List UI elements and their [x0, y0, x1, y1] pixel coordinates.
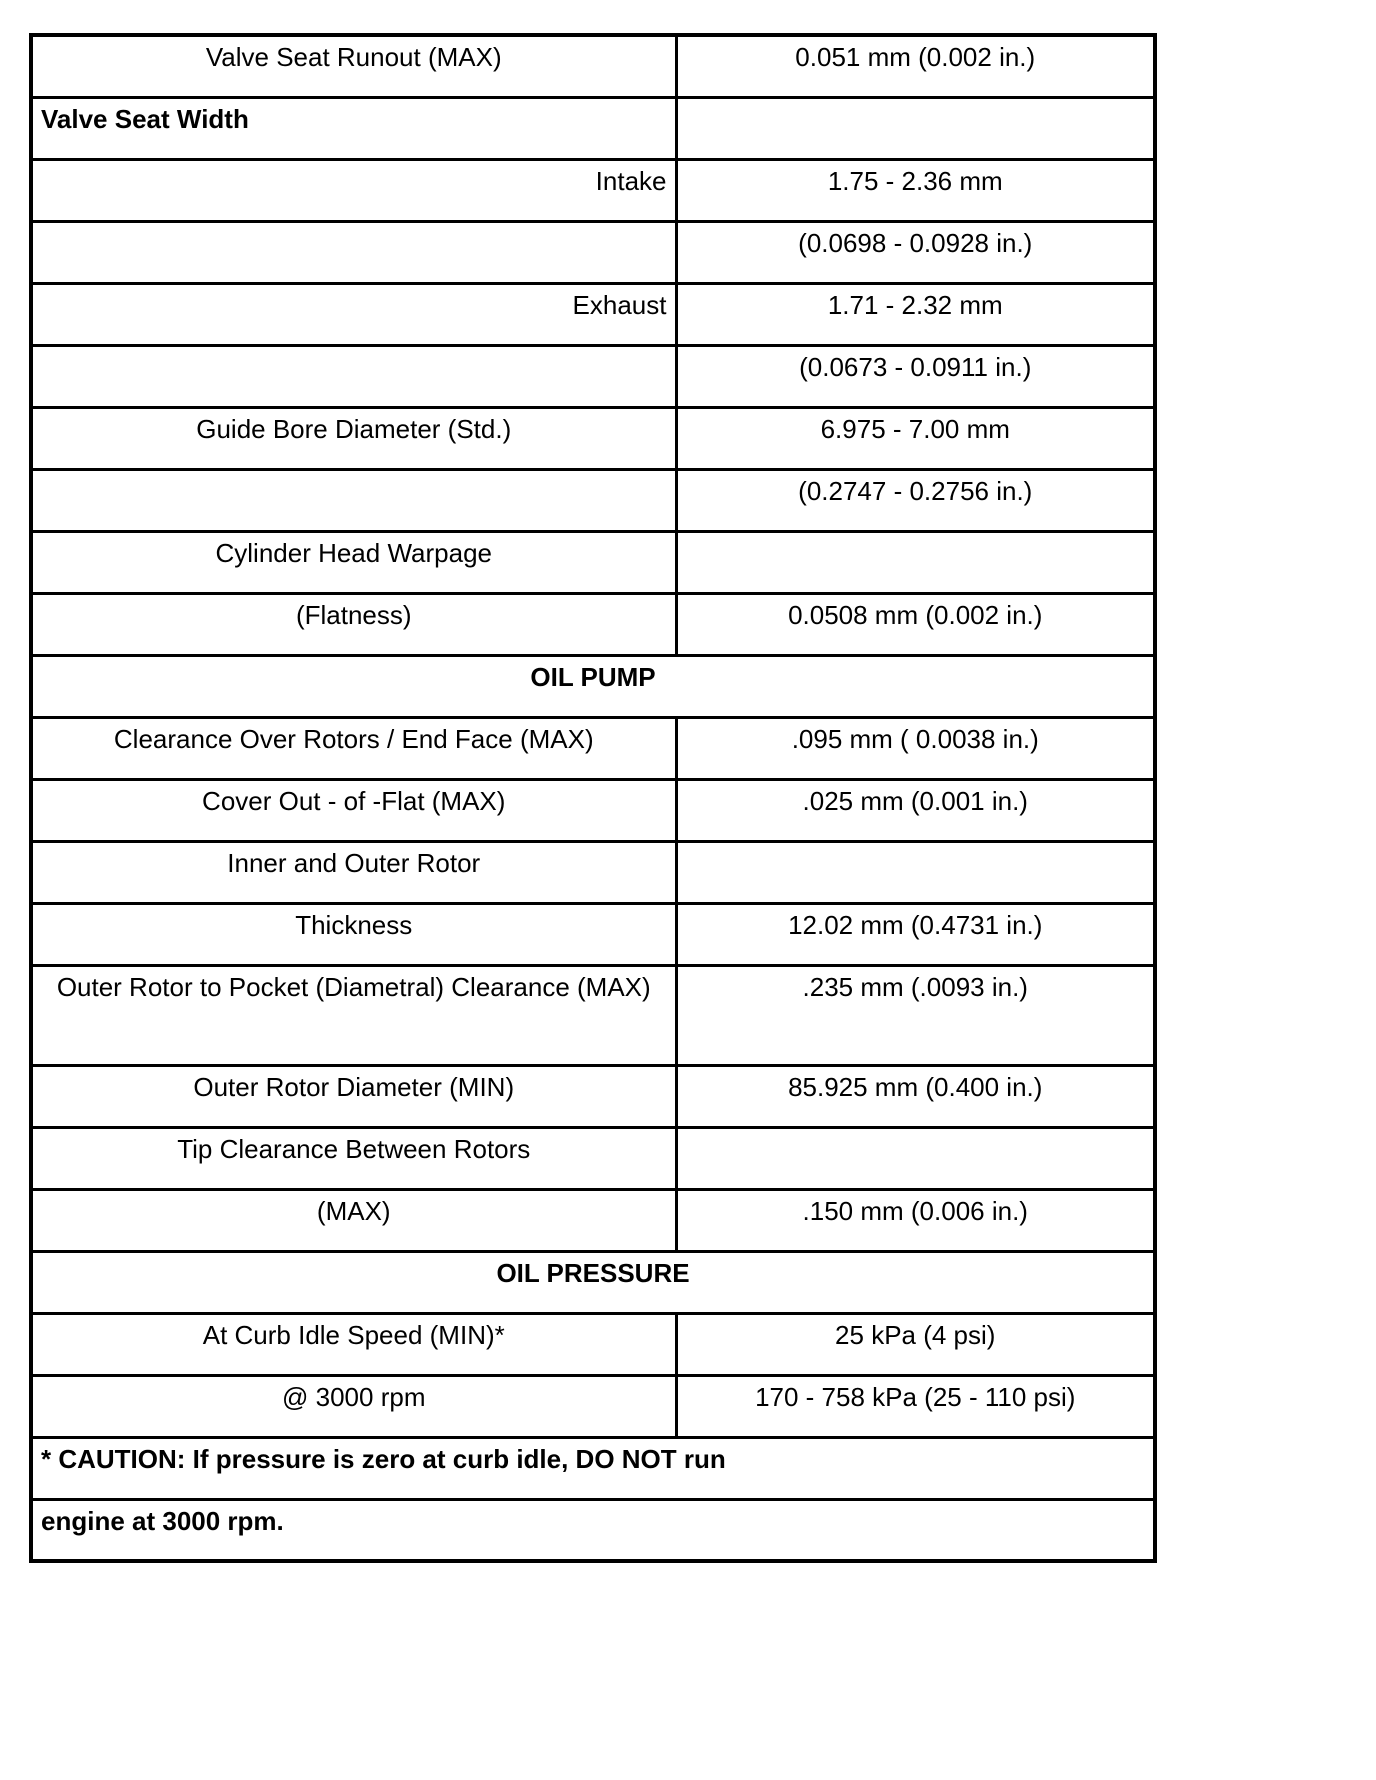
table-row: [31, 221, 1155, 283]
spec-label-cell: (Flatness): [31, 593, 676, 655]
table-row: [31, 469, 1155, 531]
caution-note: * CAUTION: If pressure is zero at curb idle, DO NOT run: [31, 1437, 1155, 1499]
caution-note: engine at 3000 rpm.: [31, 1499, 1155, 1561]
spec-label-cell: [31, 221, 676, 283]
spec-value-cell: 25 kPa (4 psi): [676, 1313, 1155, 1375]
spec-value-cell: 170 - 758 kPa (25 - 110 psi): [676, 1375, 1155, 1437]
section-title: OIL PRESSURE: [31, 1251, 1155, 1313]
table-row: [31, 1189, 1155, 1251]
table-row: [31, 965, 1155, 1065]
table-row: [31, 903, 1155, 965]
spec-value-cell: (0.2747 - 0.2756 in.): [676, 469, 1155, 531]
spec-label-cell: Valve Seat Width: [31, 97, 676, 159]
spec-label-cell: [31, 345, 676, 407]
spec-value-cell: 12.02 mm (0.4731 in.): [676, 903, 1155, 965]
spec-label-cell: Outer Rotor to Pocket (Diametral) Clearance (MAX): [31, 965, 676, 1065]
spec-label-cell: Thickness: [31, 903, 676, 965]
spec-label-cell: Exhaust: [31, 283, 676, 345]
spec-value-cell: (0.0698 - 0.0928 in.): [676, 221, 1155, 283]
spec-label-cell: Guide Bore Diameter (Std.): [31, 407, 676, 469]
spec-value-cell: [676, 531, 1155, 593]
spec-value-cell: 0.051 mm (0.002 in.): [676, 35, 1155, 97]
spec-label-cell: Valve Seat Runout (MAX): [31, 35, 676, 97]
spec-label-cell: Intake: [31, 159, 676, 221]
spec-label-cell: Inner and Outer Rotor: [31, 841, 676, 903]
caution-note-row: [31, 1437, 1155, 1499]
spec-value-cell: [676, 1127, 1155, 1189]
spec-value-cell: .150 mm (0.006 in.): [676, 1189, 1155, 1251]
spec-value-cell: (0.0673 - 0.0911 in.): [676, 345, 1155, 407]
spec-value-cell: 1.75 - 2.36 mm: [676, 159, 1155, 221]
table-row: [31, 283, 1155, 345]
spec-label-cell: Cover Out - of -Flat (MAX): [31, 779, 676, 841]
table-row: [31, 779, 1155, 841]
spec-value-cell: .095 mm ( 0.0038 in.): [676, 717, 1155, 779]
spec-label-cell: Tip Clearance Between Rotors: [31, 1127, 676, 1189]
table-row: [31, 1375, 1155, 1437]
table-row: [31, 1313, 1155, 1375]
spec-value-cell: [676, 841, 1155, 903]
specifications-table-body: [31, 35, 1155, 1561]
spec-value-cell: 85.925 mm (0.400 in.): [676, 1065, 1155, 1127]
table-row: [31, 407, 1155, 469]
spec-label-cell: @ 3000 rpm: [31, 1375, 676, 1437]
spec-label-cell: Cylinder Head Warpage: [31, 531, 676, 593]
spec-label-cell: Clearance Over Rotors / End Face (MAX): [31, 717, 676, 779]
spec-label-cell: (MAX): [31, 1189, 676, 1251]
spec-label-cell: [31, 469, 676, 531]
spec-value-cell: 1.71 - 2.32 mm: [676, 283, 1155, 345]
section-header-row: [31, 655, 1155, 717]
table-row: [31, 345, 1155, 407]
table-row: [31, 35, 1155, 97]
section-title: OIL PUMP: [31, 655, 1155, 717]
table-row: [31, 531, 1155, 593]
table-row: [31, 97, 1155, 159]
spec-value-cell: 0.0508 mm (0.002 in.): [676, 593, 1155, 655]
specifications-table: [29, 33, 1157, 1563]
spec-value-cell: 6.975 - 7.00 mm: [676, 407, 1155, 469]
section-header-row: [31, 1251, 1155, 1313]
caution-note-row: [31, 1499, 1155, 1561]
table-row: [31, 717, 1155, 779]
spec-value-cell: .235 mm (.0093 in.): [676, 965, 1155, 1065]
spec-value-cell: [676, 97, 1155, 159]
table-row: [31, 593, 1155, 655]
table-row: [31, 1065, 1155, 1127]
spec-value-cell: .025 mm (0.001 in.): [676, 779, 1155, 841]
table-row: [31, 841, 1155, 903]
table-row: [31, 159, 1155, 221]
spec-label-cell: Outer Rotor Diameter (MIN): [31, 1065, 676, 1127]
spec-label-cell: At Curb Idle Speed (MIN)*: [31, 1313, 676, 1375]
table-row: [31, 1127, 1155, 1189]
